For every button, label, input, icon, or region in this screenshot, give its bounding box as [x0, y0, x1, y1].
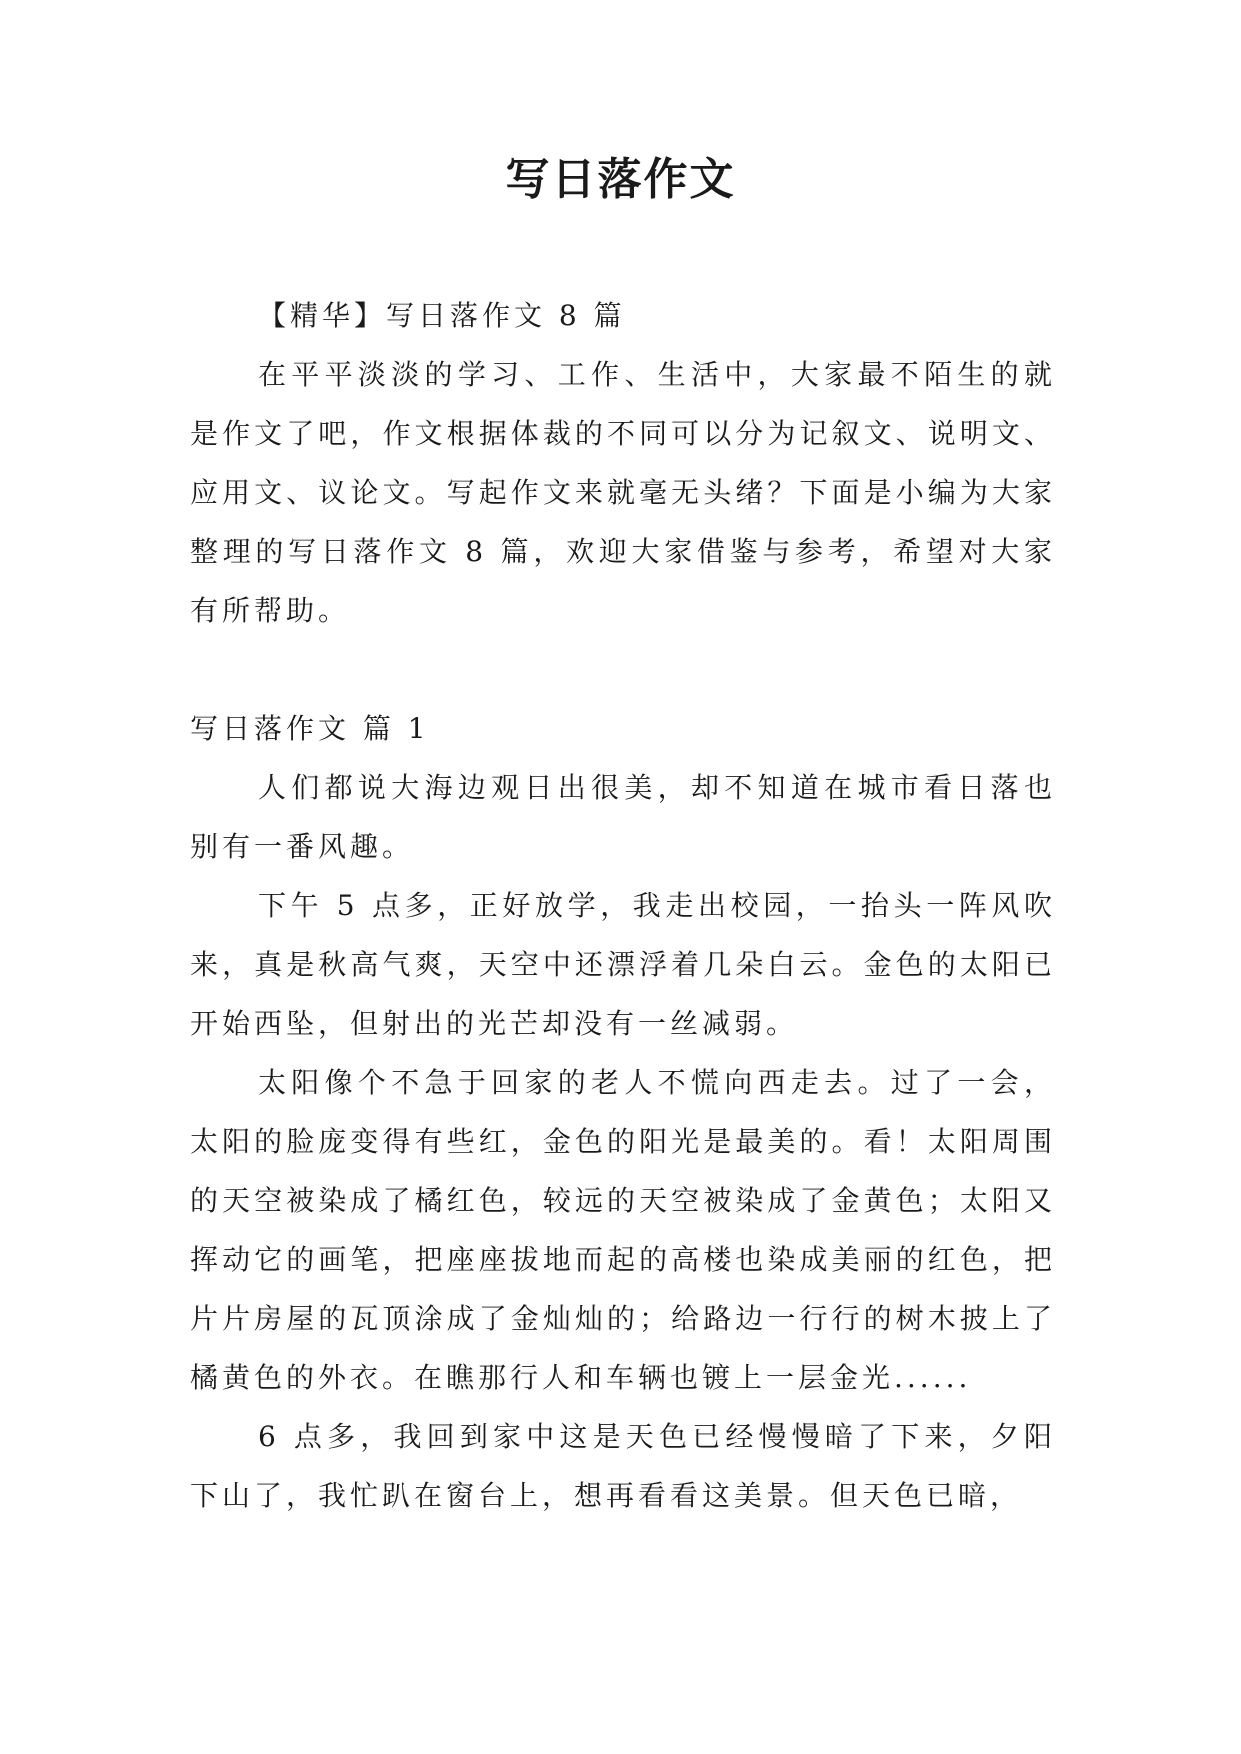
body-paragraph: 太阳像个不急于回家的老人不慌向西走去。过了一会，太阳的脸庞变得有些红，金色的阳光是最美的。看！太阳周围的天空被染成了橘红色，较远的天空被染成了金黄色；太阳又挥动它的画笔，把座座拔地而起的高楼也染成美丽的红色，把片片房屋的瓦顶涂成了金灿灿的；给路边一行行的树木披上了橘黄色的外衣。在瞧那行人和车辆也镀上一层金光...... [190, 1066, 1056, 1394]
document-body [190, 286, 1056, 1525]
intro-heading: 【精华】写日落作文 8 篇 [258, 299, 626, 332]
body-paragraph: 下午 5 点多，正好放学，我走出校园，一抬头一阵风吹来，真是秋高气爽，天空中还漂浮着几朵白云。金色的太阳已开始西坠，但射出的光芒却没有一丝减弱。 [190, 889, 1056, 1040]
page-title: 写日落作文 [505, 154, 736, 205]
section-heading: 写日落作文 篇 1 [190, 712, 430, 745]
body-paragraph: 6 点多，我回到家中这是天色已经慢慢暗了下来，夕阳下山了，我忙趴在窗台上，想再看看这美景。但天色已暗， [190, 1420, 1056, 1512]
body-paragraph: 人们都说大海边观日出很美，却不知道在城市看日落也别有一番风趣。 [190, 771, 1056, 863]
intro-paragraph: 在平平淡淡的学习、工作、生活中，大家最不陌生的就是作文了吧，作文根据体裁的不同可以分为记叙文、说明文、应用文、议论文。写起作文来就毫无头绪？下面是小编为大家整理的写日落作文 8 篇，欢迎大家借鉴与参考，希望对大家有所帮助。 [190, 358, 1056, 627]
